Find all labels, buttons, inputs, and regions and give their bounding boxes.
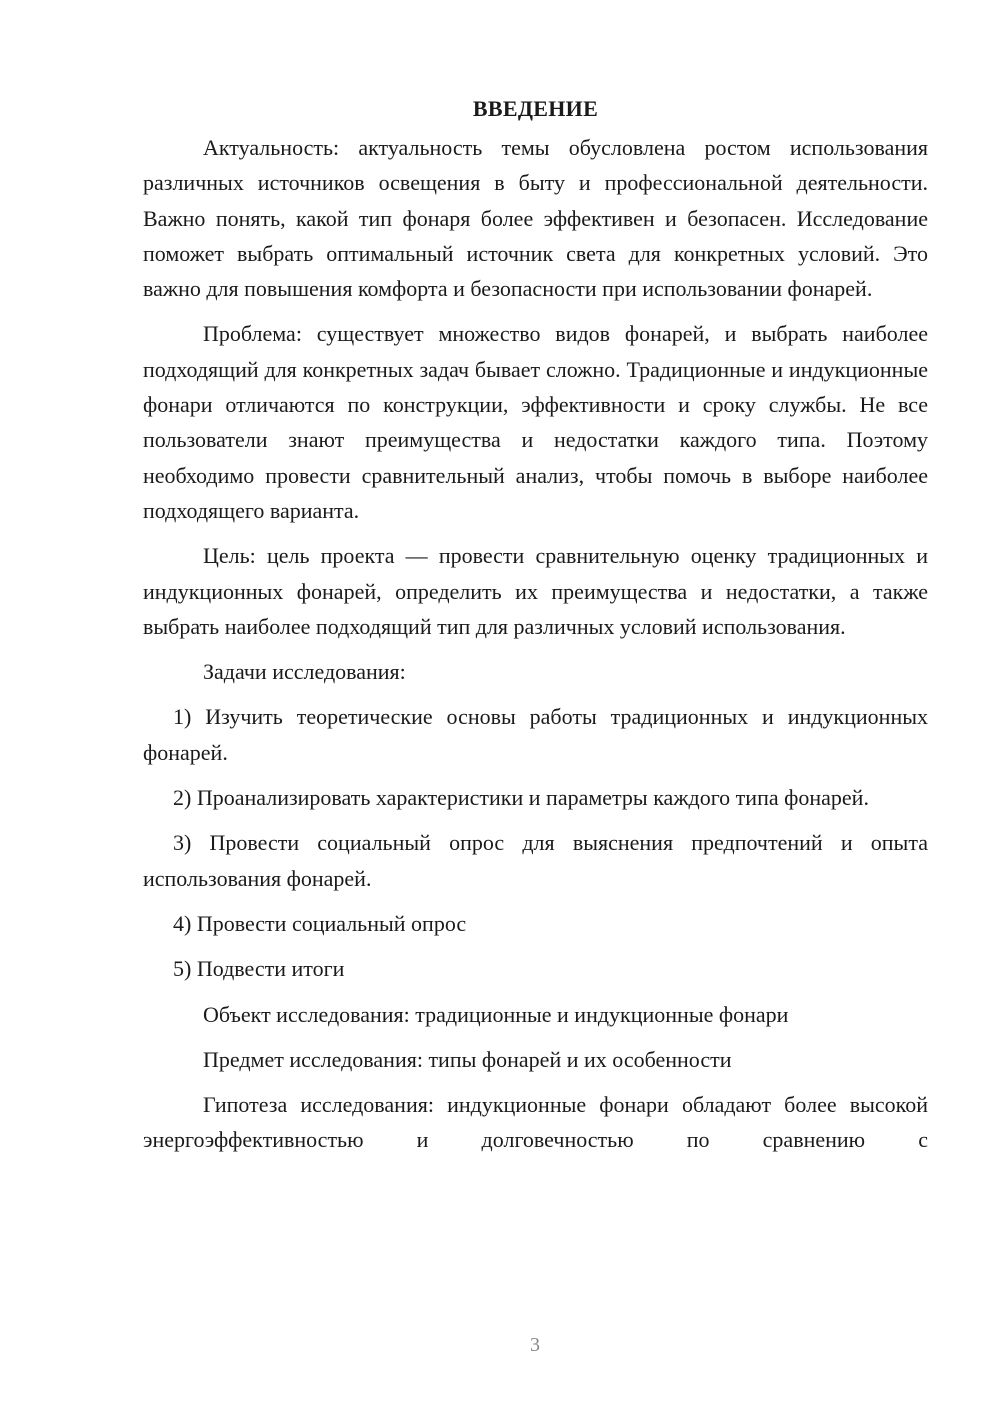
subject-paragraph: Предмет исследования: типы фонарей и их особенности [203, 1046, 732, 1072]
relevance-paragraph: Актуальность: актуальность темы обусловлена ростом использования различных источников освещения в быту и профессиональной деятельности. Важно понять, какой тип фонаря более эффективен и безопасен. Исследование поможет выбрать оптимальный источник света для конкретных условий. Это важно для повышения комфорта и безопасности при использовании фонарей. [143, 135, 928, 302]
problem-paragraph: Проблема: существует множество видов фонарей, и выбрать наиболее подходящий для конкретных задач бывает сложно. Традиционные и индукционные фонари отличаются по конструкции, эффективности и сроку службы. Не все пользователи знают преимущества и недостатки каждого типа. Поэтому необходимо провести сравнительный анализ, чтобы помочь в выборе наиболее подходящего варианта. [143, 321, 928, 523]
section-title: ВВЕДЕНИЕ [472, 96, 599, 121]
task-item: 5) Подвести итоги [173, 956, 345, 982]
task-item: 2) Проанализировать характеристики и параметры каждого типа фонарей. [173, 785, 869, 811]
object-paragraph: Объект исследования: традиционные и индукционные фонари [203, 1001, 789, 1027]
tasks-heading: Задачи исследования: [203, 659, 406, 685]
goal-paragraph: Цель: цель проекта — провести сравнительную оценку традиционных и индукционных фонарей, определить их преимущества и недостатки, а также выбрать наиболее подходящий тип для различных условий использования. [143, 543, 928, 639]
task-item: 1) Изучить теоретические основы работы традиционных и индукционных фонарей. [143, 704, 928, 765]
page-number: 3 [530, 1334, 540, 1356]
hypothesis-paragraph: Гипотеза исследования: индукционные фонари обладают более высокой энергоэффективностью и долговечностью по сравнению с [143, 1092, 928, 1153]
task-item: 4) Провести социальный опрос [173, 910, 467, 936]
document-page [143, 94, 928, 1168]
task-item: 3) Провести социальный опрос для выяснения предпочтений и опыта использования фонарей. [143, 830, 928, 891]
